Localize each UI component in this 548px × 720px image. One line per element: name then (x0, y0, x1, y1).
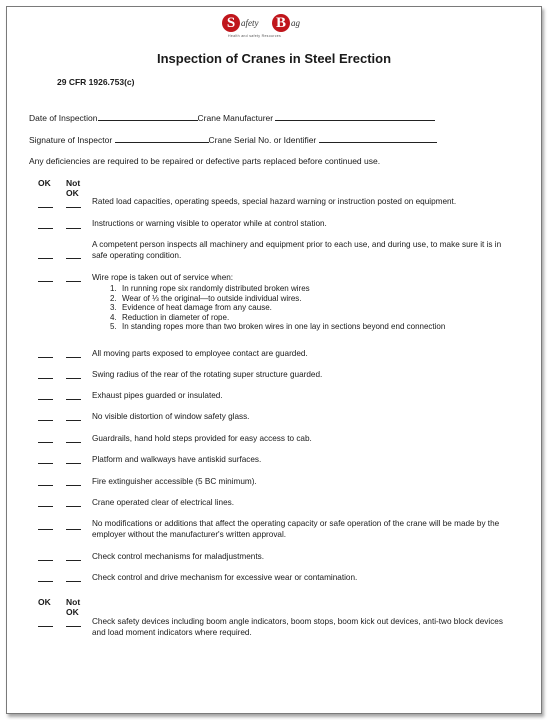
condition-text: Reduction in diameter of rope. (122, 312, 230, 322)
condition-text: Evidence of heat damage from any cause. (122, 303, 272, 313)
not-ok-checkbox-blank[interactable] (66, 420, 81, 421)
deficiency-note: Any deficiencies are required to be repaired or defective parts replaced before continued use. (29, 156, 381, 166)
ok-checkbox-blank[interactable] (38, 463, 53, 464)
not-ok-checkbox-blank[interactable] (66, 378, 81, 379)
checklist-item: Instructions or warning visible to operator while at control station. (92, 219, 327, 228)
not-ok-checkbox-blank[interactable] (66, 357, 81, 358)
wire-rope-condition (110, 294, 302, 304)
not-ok-checkbox-blank[interactable] (66, 463, 81, 464)
ok-header: OK (38, 178, 51, 188)
condition-text: In running rope six randomly distributed broken wires (122, 284, 310, 293)
page-title: Inspection of Cranes in Steel Erection (156, 51, 392, 66)
not-ok-checkbox-blank[interactable] (66, 626, 81, 627)
ok-checkbox-blank[interactable] (38, 626, 53, 627)
not-ok-checkbox-blank[interactable] (66, 207, 81, 208)
ok-checkbox-blank[interactable] (38, 378, 53, 379)
not-ok-header: Not OK (66, 178, 81, 198)
manufacturer-field[interactable] (275, 111, 435, 121)
not-ok-checkbox-blank[interactable] (66, 228, 81, 229)
wire-rope-condition (110, 313, 229, 323)
checklist-item: Rated load capacities, operating speeds, special hazard warning or instruction posted on equipment. (92, 197, 457, 206)
ok-checkbox-blank[interactable] (38, 258, 53, 259)
date-field[interactable] (98, 111, 198, 121)
checklist-item: Guardrails, hand hold steps provided for easy access to cab. (92, 434, 312, 443)
wire-rope-condition (110, 284, 310, 294)
wire-rope-condition (110, 303, 272, 313)
not-ok-header-2: Not OK (66, 597, 81, 617)
date-manufacturer-row (29, 111, 435, 123)
not-ok-checkbox-blank[interactable] (66, 529, 81, 530)
checklist-item: No visible distortion of window safety glass. (92, 412, 250, 421)
serial-field[interactable] (319, 133, 437, 143)
signature-serial-row (29, 133, 437, 145)
condition-number: 3. (110, 303, 117, 313)
not-ok-checkbox-blank[interactable] (66, 442, 81, 443)
not-ok-checkbox-blank[interactable] (66, 581, 81, 582)
condition-text: Wear of ⅓ the original—to outside individual wires. (122, 293, 302, 303)
ok-checkbox-blank[interactable] (38, 228, 53, 229)
checklist-item: Crane operated clear of electrical lines. (92, 498, 234, 507)
condition-number: 5. (110, 322, 117, 332)
date-label: Date of Inspection (29, 113, 98, 123)
not-ok-checkbox-blank[interactable] (66, 560, 81, 561)
ok-header-2: OK (38, 597, 51, 607)
ok-checkbox-blank[interactable] (38, 485, 53, 486)
serial-label: Crane Serial No. or Identifier (208, 135, 317, 145)
logo-mark-s: S (222, 14, 240, 32)
logo-word-1: afety (241, 18, 259, 28)
logo-word-2: ag (291, 18, 300, 28)
checklist-item: Swing radius of the rear of the rotating super structure guarded. (92, 370, 323, 379)
ok-checkbox-blank[interactable] (38, 420, 53, 421)
checklist-item: Check control mechanisms for maladjustments. (92, 552, 265, 561)
condition-number: 1. (110, 284, 117, 293)
ok-checkbox-blank[interactable] (38, 281, 53, 282)
checklist-item: Platform and walkways have antiskid surfaces. (92, 455, 262, 464)
condition-number: 4. (110, 312, 117, 322)
checklist-item: Check control and drive mechanism for excessive wear or contamination. (92, 573, 358, 582)
not-ok-checkbox-blank[interactable] (66, 281, 81, 282)
ok-checkbox-blank[interactable] (38, 581, 53, 582)
ok-checkbox-blank[interactable] (38, 506, 53, 507)
signature-label: Signature of Inspector (29, 135, 113, 145)
signature-field[interactable] (115, 133, 209, 143)
manufacturer-label: Crane Manufacturer (197, 113, 274, 123)
logo-mark-b: B (272, 14, 290, 32)
not-ok-checkbox-blank[interactable] (66, 485, 81, 486)
logo-tagline: Health and safety Resources (228, 34, 282, 38)
condition-number: 2. (110, 293, 117, 303)
condition-text: In standing ropes more than two broken wires in one lay in sections beyond end connection (122, 322, 446, 332)
ok-checkbox-blank[interactable] (38, 357, 53, 358)
regulation-reference: 29 CFR 1926.753(c) (57, 77, 135, 87)
ok-checkbox-blank[interactable] (38, 529, 53, 530)
ok-checkbox-blank[interactable] (38, 560, 53, 561)
checklist-item: Wire rope is taken out of service when: (92, 273, 234, 282)
not-ok-checkbox-blank[interactable] (66, 399, 81, 400)
ok-checkbox-blank[interactable] (38, 207, 53, 208)
checklist-item: All moving parts exposed to employee contact are guarded. (92, 349, 308, 358)
checklist-item: A competent person inspects all machinery and equipment prior to each use, and during use, to make sure it is in safe operating condition. (92, 240, 502, 260)
ok-checkbox-blank[interactable] (38, 399, 53, 400)
checklist-item: Exhaust pipes guarded or insulated. (92, 391, 223, 400)
checklist-item: No modifications or additions that affect the operating capacity or safe operation of the crane will be made by the employer without the manufacturer's written approval. (92, 519, 500, 539)
ok-checkbox-blank[interactable] (38, 442, 53, 443)
not-ok-checkbox-blank[interactable] (66, 258, 81, 259)
checklist-item: Check safety devices including boom angle indicators, boom stops, boom kick out devices, anti-two block devices and load moment indicators where required. (92, 617, 503, 637)
checklist-item: Fire extinguisher accessible (5 BC minimum). (92, 477, 257, 486)
safetybag-logo (214, 12, 324, 44)
not-ok-checkbox-blank[interactable] (66, 506, 81, 507)
wire-rope-condition (110, 322, 445, 332)
